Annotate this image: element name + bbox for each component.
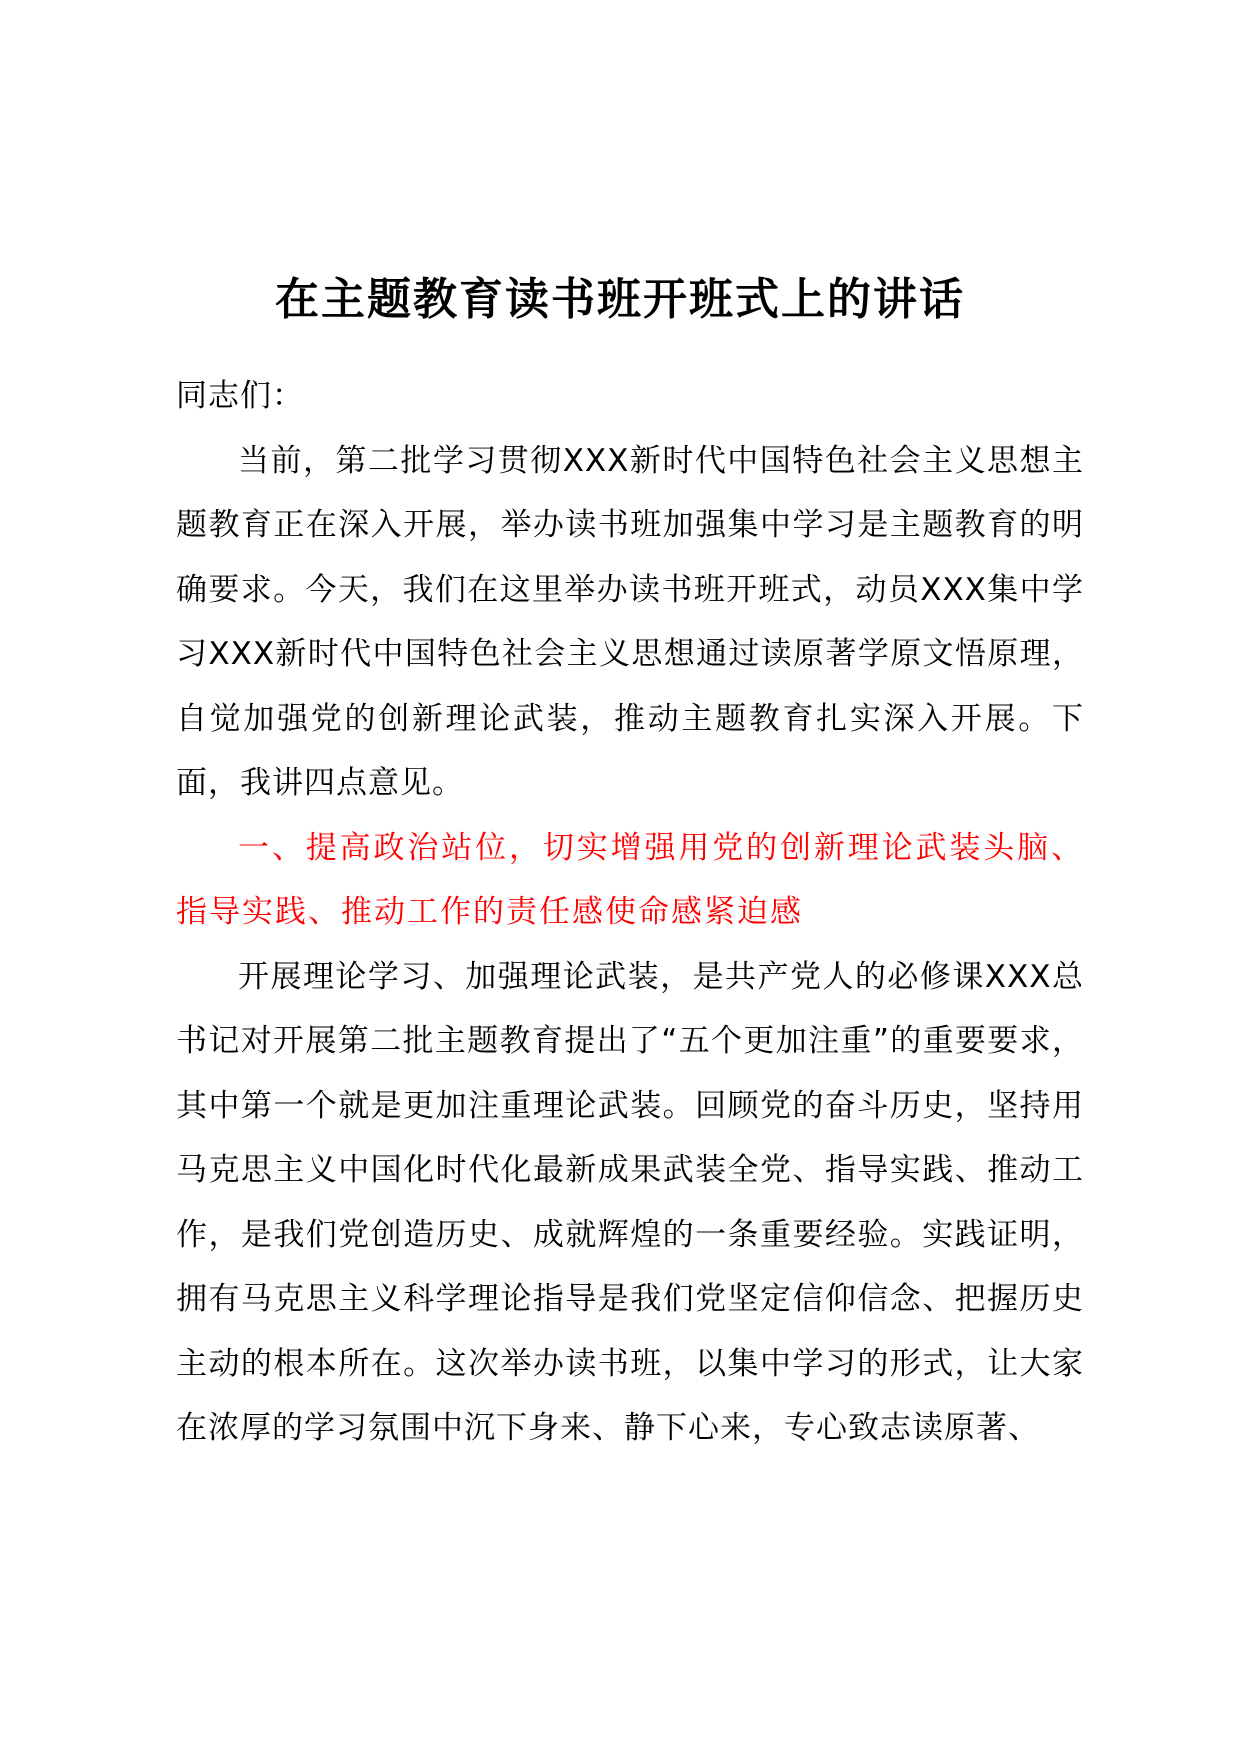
section-heading-1: 一、提高政治站位，切实增强用党的创新理论武装头脑、指导实践、推动工作的责任感使命感紧迫感: [176, 829, 1084, 930]
page-title: 在主题教育读书班开班式上的讲话: [275, 274, 965, 325]
paragraph-intro: 当前，第二批学习贯彻XXX新时代中国特色社会主义思想主题教育正在深入开展，举办读书班加强集中学习是主题教育的明确要求。今天，我们在这里举办读书班开班式，动员XXX集中学习XXX新时代中国特色社会主义思想通过读原著学原文悟原理，自觉加强党的创新理论武装，推动主题教育扎实深入开展。下面，我讲四点意见。: [176, 442, 1084, 801]
paragraph-section-1: 开展理论学习、加强理论武装，是共产党人的必修课XXX总书记对开展第二批主题教育提出了“五个更加注重”的重要要求，其中第一个就是更加注重理论武装。回顾党的奋斗历史，坚持用马克思主义中国化时代化最新成果武装全党、指导实践、推动工作，是我们党创造历史、成就辉煌的一条重要经验。实践证明，拥有马克思主义科学理论指导是我们党坚定信仰信念、把握历史主动的根本所在。这次举办读书班，以集中学习的形式，让大家在浓厚的学习氛围中沉下身来、静下心来，专心致志读原著、: [176, 958, 1084, 1446]
salutation: 同志们：: [176, 378, 304, 414]
document-body: [176, 364, 1084, 1461]
